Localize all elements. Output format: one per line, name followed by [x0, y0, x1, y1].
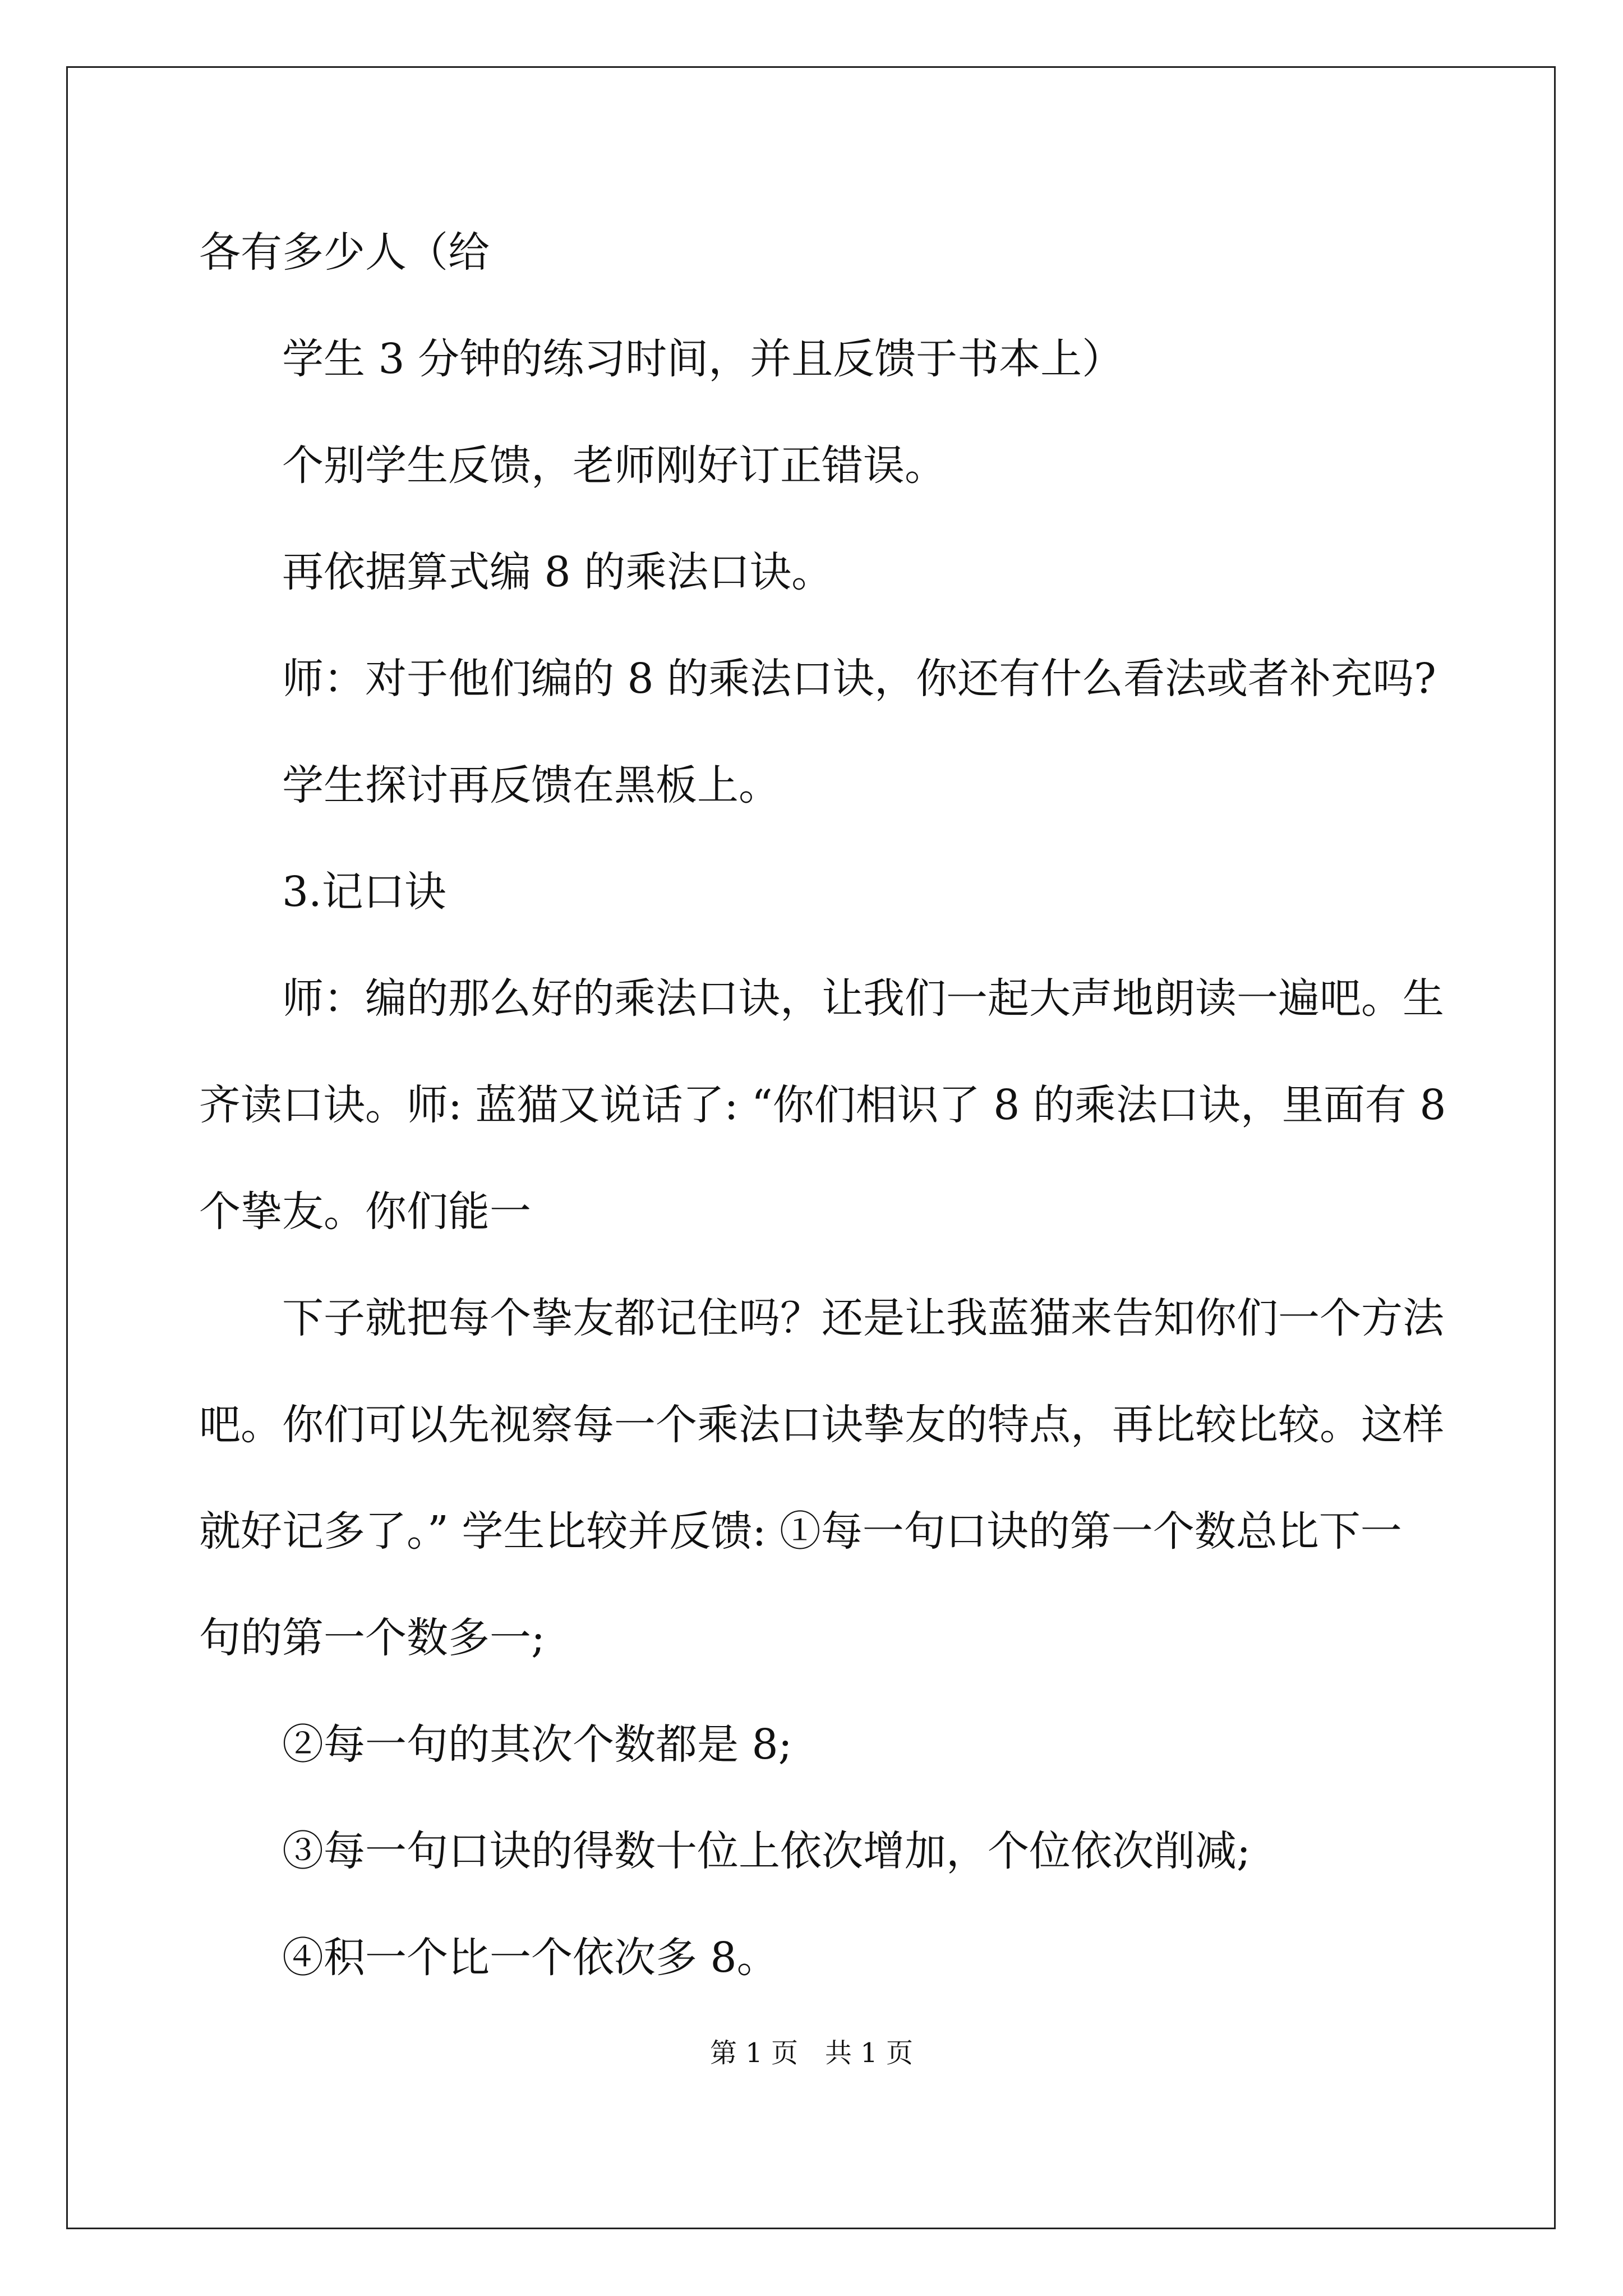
- paragraph-line: 学生 3 分钟的练习时间，并且反馈于书本上）: [199, 335, 1124, 383]
- section-heading: 3.记口诀: [199, 868, 446, 916]
- paragraph-line: 个挚友。你们能一: [199, 1188, 531, 1236]
- paragraph-line: 就好记多了。” 学生比较并反馈: ①每一句口诀的第一个数总比下一: [199, 1507, 1402, 1556]
- document-body: [199, 222, 1446, 2033]
- paragraph-line: 齐读口诀。师: 蓝猫又说话了: “你们相识了 8 的乘法口诀，里面有 8: [199, 1081, 1446, 1129]
- list-item: ③每一句口诀的得数十位上依次增加，个位依次削减;: [199, 1827, 1251, 1875]
- paragraph-line: 下子就把每个挚友都记住吗？还是让我蓝猫来告知你们一个方法: [199, 1294, 1444, 1342]
- paragraph-line: 吧。你们可以先视察每一个乘法口诀挚友的特点，再比较比较。这样: [199, 1401, 1444, 1449]
- paragraph-line: 再依据算式编 8 的乘法口诀。: [199, 548, 833, 596]
- list-item: ④积一个比一个依次多 8。: [199, 1934, 778, 1982]
- paragraph-line: 个别学生反馈，老师刚好订正错误。: [199, 441, 946, 490]
- paragraph-line: 各有多少人（给: [199, 228, 490, 277]
- paragraph-line: 学生探讨再反馈在黑板上。: [199, 761, 780, 809]
- page-number-footer: 第 1 页 共 1 页: [709, 2037, 914, 2069]
- list-item: ②每一句的其次个数都是 8;: [199, 1720, 792, 1769]
- paragraph-line: 师：对于他们编的 8 的乘法口诀，你还有什么看法或者补充吗?: [199, 655, 1436, 703]
- paragraph-line: 师：编的那么好的乘法口诀，让我们一起大声地朗读一遍吧。生: [199, 974, 1444, 1023]
- paragraph-line: 句的第一个数多一;: [199, 1614, 545, 1662]
